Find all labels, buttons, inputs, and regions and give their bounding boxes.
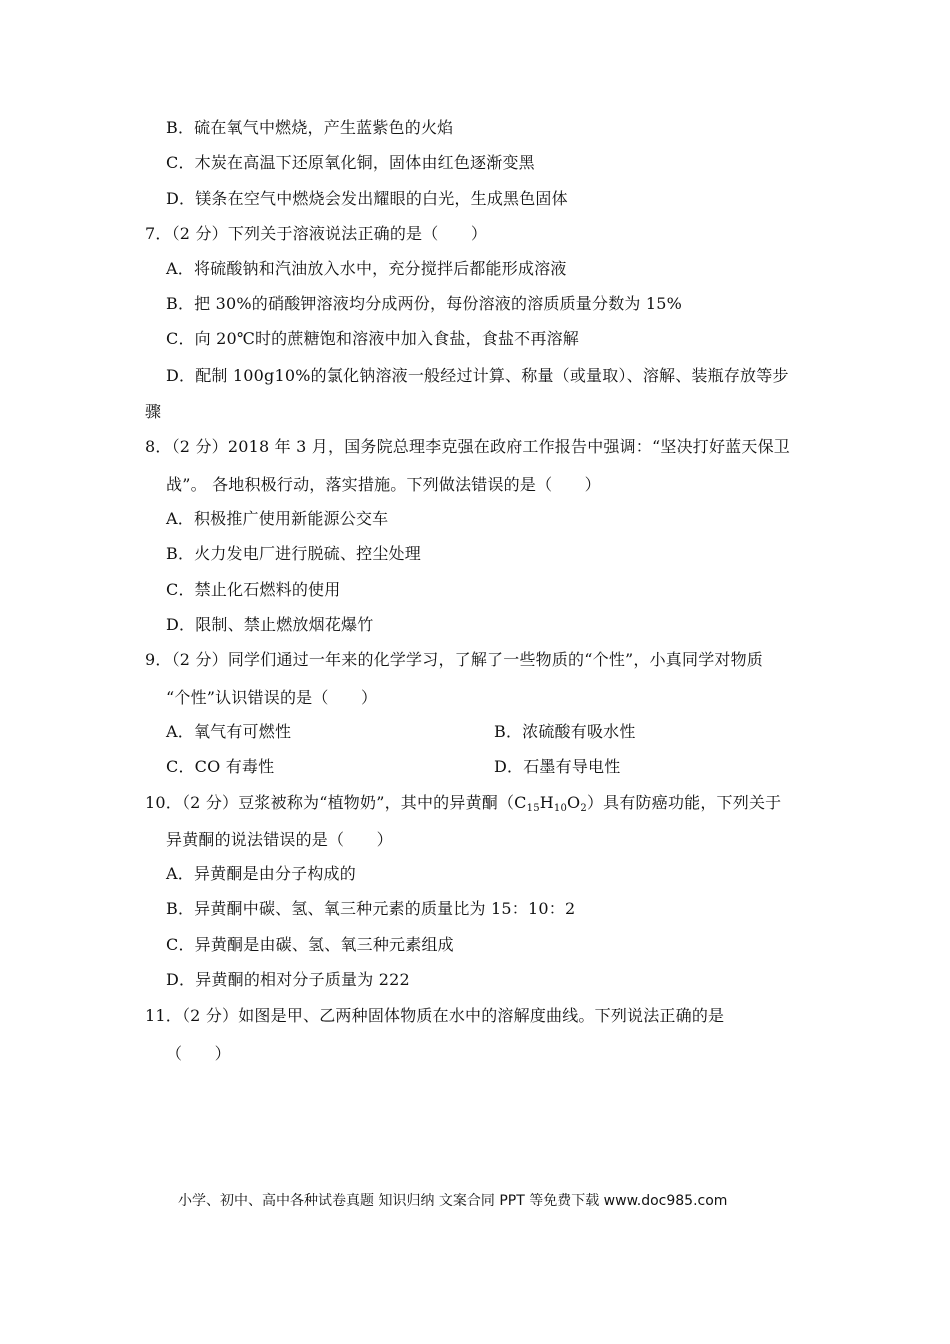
formula-subscript-h: 10 bbox=[553, 803, 568, 814]
q7-option-a: A．将硫酸钠和汽油放入水中，充分搅拌后都能形成溶液 bbox=[166, 259, 567, 278]
q6-option-c: C．木炭在高温下还原氧化铜，固体由红色逐渐变黑 bbox=[166, 153, 535, 172]
q9-stem-line1: 9．（2 分）同学们通过一年来的化学学习，了解了一些物质的“个性”，小真同学对物质 bbox=[145, 650, 764, 669]
q10-stem-line1-post: ）具有防癌功能，下列关于 bbox=[586, 793, 782, 812]
formula-o: O bbox=[567, 793, 581, 812]
q6-option-b: B．硫在氧气中燃烧，产生蓝紫色的火焰 bbox=[166, 118, 454, 137]
q11-stem-line2: （ ） bbox=[166, 1044, 231, 1063]
q11-stem-line1: 11．（2 分）如图是甲、乙两种固体物质在水中的溶解度曲线。下列说法正确的是 bbox=[145, 1006, 725, 1025]
q9-option-d: D．石墨有导电性 bbox=[494, 757, 621, 776]
q6-option-d: D．镁条在空气中燃烧会发出耀眼的白光，生成黑色固体 bbox=[166, 189, 568, 208]
q9-option-c: C．CO 有毒性 bbox=[166, 757, 275, 776]
q8-stem-line2: 战”。 各地积极行动，落实措施。下列做法错误的是（ ） bbox=[166, 475, 601, 494]
q8-option-b: B．火力发电厂进行脱硫、控尘处理 bbox=[166, 544, 421, 563]
q8-option-d: D．限制、禁止燃放烟花爆竹 bbox=[166, 615, 374, 634]
q8-option-a: A．积极推广使用新能源公交车 bbox=[166, 509, 389, 528]
q9-stem-line2: “个性”认识错误的是（ ） bbox=[166, 688, 378, 707]
q10-stem-line2: 异黄酮的说法错误的是（ ） bbox=[166, 830, 393, 849]
q7-option-b: B．把 30%的硝酸钾溶液均分成两份，每份溶液的溶质质量分数为 15% bbox=[166, 294, 683, 313]
q10-option-a: A．异黄酮是由分子构成的 bbox=[166, 864, 356, 883]
q10-stem-line1 bbox=[145, 793, 781, 813]
formula-subscript-o: 2 bbox=[580, 803, 587, 814]
q10-stem-line1-pre: 10．（2 分）豆浆被称为“植物奶”，其中的异黄酮（C bbox=[145, 793, 527, 812]
q10-option-b: B．异黄酮中碳、氢、氧三种元素的质量比为 15：10：2 bbox=[166, 899, 576, 918]
q7-stem: 7．（2 分）下列关于溶液说法正确的是（ ） bbox=[145, 224, 488, 243]
q10-option-d: D．异黄酮的相对分子质量为 222 bbox=[166, 970, 410, 989]
q8-option-c: C．禁止化石燃料的使用 bbox=[166, 580, 341, 599]
q10-option-c: C．异黄酮是由碳、氢、氧三种元素组成 bbox=[166, 935, 454, 954]
q7-option-d-line1: D．配制 100g10%的氯化钠溶液一般经过计算、称量（或量取）、溶解、装瓶存放等步 bbox=[166, 366, 789, 385]
formula-subscript-c: 15 bbox=[526, 803, 540, 814]
q7-option-c: C．向 20℃时的蔗糖饱和溶液中加入食盐，食盐不再溶解 bbox=[166, 329, 579, 348]
q9-option-b: B．浓硫酸有吸水性 bbox=[494, 722, 636, 741]
q8-stem-line1: 8．（2 分）2018 年 3 月，国务院总理李克强在政府工作报告中强调：“坚决打好蓝天保卫 bbox=[145, 437, 790, 456]
page-footer: 小学、初中、高中各种试卷真题 知识归纳 文案合同 PPT 等免费下载 www.doc985.com bbox=[178, 1193, 728, 1209]
q7-option-d-line2: 骤 bbox=[145, 402, 162, 421]
q9-option-a: A．氧气有可燃性 bbox=[166, 722, 292, 741]
formula-h: H bbox=[539, 793, 554, 812]
